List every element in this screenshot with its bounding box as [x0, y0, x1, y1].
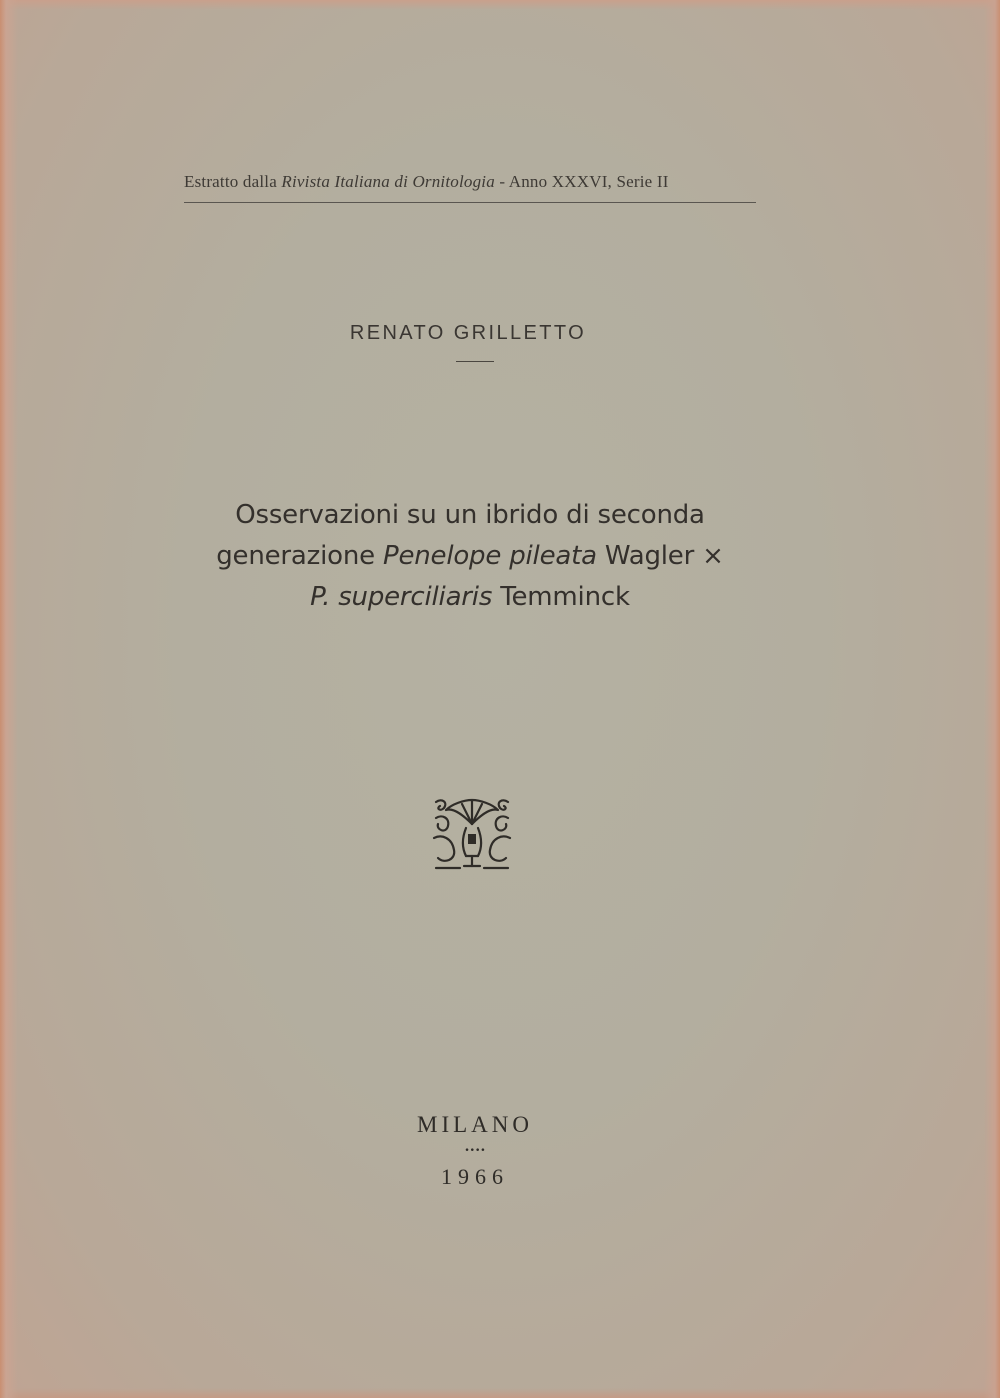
author-name: RENATO GRILLETTO: [349, 322, 587, 344]
title-line-2: [150, 536, 790, 577]
article-title: [150, 495, 790, 618]
species-name: P. superciliaris: [310, 582, 493, 612]
header-suffix: - Anno XXXVI, Serie II: [494, 172, 669, 191]
header-prefix: Estratto dalla: [184, 172, 282, 191]
imprint-city: MILANO: [417, 1112, 533, 1137]
imprint-separator: ••••: [464, 1146, 486, 1156]
title-line-1: Osservazioni su un ibrido di seconda: [235, 500, 705, 530]
imprint-year: 1966: [441, 1164, 509, 1189]
author-rule: [456, 361, 494, 362]
journal-name: Rivista Italiana di Ornitologia: [281, 172, 495, 191]
title-text: generazione: [216, 541, 383, 571]
title-text: Wagler ×: [596, 541, 724, 571]
publisher-emblem-icon: [432, 794, 512, 870]
header-rule: [184, 202, 756, 203]
offprint-header: [184, 172, 756, 192]
species-name: Penelope pileata: [382, 541, 597, 571]
title-text: Temminck: [492, 582, 630, 612]
title-line-3: [150, 577, 790, 618]
